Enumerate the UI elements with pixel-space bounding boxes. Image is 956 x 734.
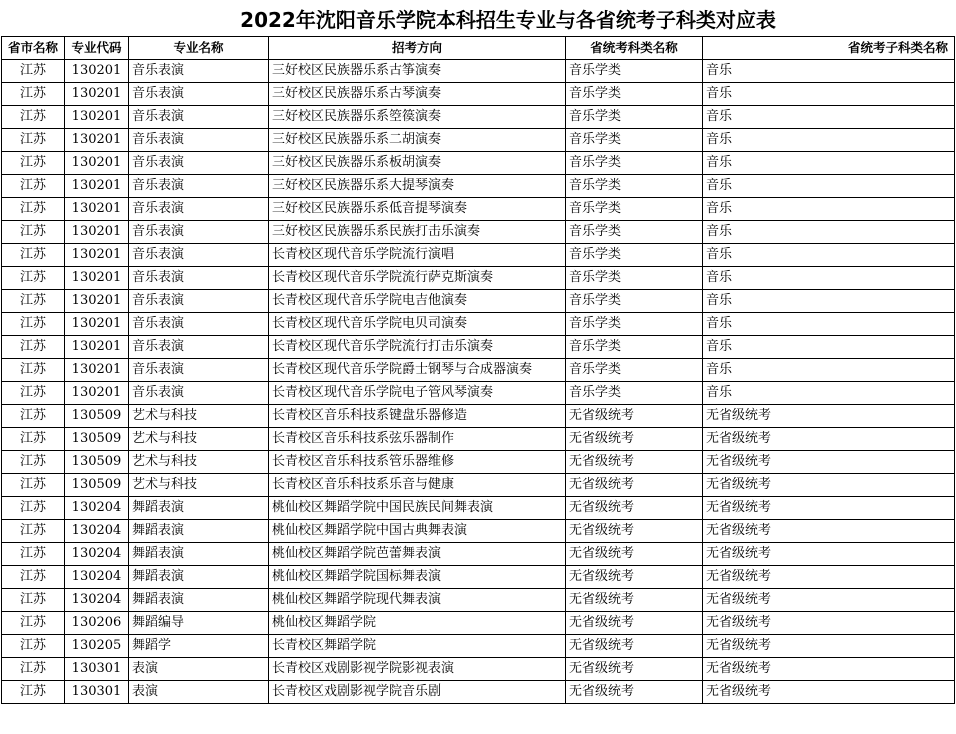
direction-cell: 长青校区现代音乐学院爵士钢琴与合成器演奏 bbox=[269, 359, 566, 382]
table-row bbox=[2, 497, 955, 520]
exam-category-cell: 无省级统考 bbox=[566, 566, 703, 589]
major-code-cell: 130205 bbox=[65, 635, 129, 658]
column-header-exam-category: 省统考科类名称 bbox=[566, 37, 703, 60]
major-code-cell: 130204 bbox=[65, 497, 129, 520]
major-code-cell: 130206 bbox=[65, 612, 129, 635]
direction-cell: 桃仙校区舞蹈学院中国古典舞表演 bbox=[269, 520, 566, 543]
major-name-cell: 音乐表演 bbox=[129, 129, 269, 152]
province-cell: 江苏 bbox=[2, 313, 65, 336]
exam-subcategory-cell: 无省级统考 bbox=[703, 681, 955, 704]
major-code-cell: 130509 bbox=[65, 451, 129, 474]
direction-cell: 长青校区音乐科技系乐音与健康 bbox=[269, 474, 566, 497]
major-code-cell: 130201 bbox=[65, 175, 129, 198]
province-cell: 江苏 bbox=[2, 635, 65, 658]
exam-category-cell: 无省级统考 bbox=[566, 428, 703, 451]
exam-category-cell: 音乐学类 bbox=[566, 129, 703, 152]
major-code-cell: 130204 bbox=[65, 589, 129, 612]
exam-subcategory-cell: 音乐 bbox=[703, 152, 955, 175]
table-row bbox=[2, 244, 955, 267]
province-cell: 江苏 bbox=[2, 382, 65, 405]
major-code-cell: 130201 bbox=[65, 359, 129, 382]
province-cell: 江苏 bbox=[2, 244, 65, 267]
exam-subcategory-cell: 无省级统考 bbox=[703, 635, 955, 658]
major-code-cell: 130201 bbox=[65, 336, 129, 359]
province-cell: 江苏 bbox=[2, 451, 65, 474]
major-name-cell: 音乐表演 bbox=[129, 244, 269, 267]
exam-category-cell: 音乐学类 bbox=[566, 336, 703, 359]
table-row bbox=[2, 405, 955, 428]
province-cell: 江苏 bbox=[2, 474, 65, 497]
direction-cell: 长青校区戏剧影视学院影视表演 bbox=[269, 658, 566, 681]
major-name-cell: 艺术与科技 bbox=[129, 451, 269, 474]
province-cell: 江苏 bbox=[2, 336, 65, 359]
exam-category-cell: 无省级统考 bbox=[566, 589, 703, 612]
direction-cell: 桃仙校区舞蹈学院现代舞表演 bbox=[269, 589, 566, 612]
direction-cell: 三好校区民族器乐系二胡演奏 bbox=[269, 129, 566, 152]
column-header-major-name: 专业名称 bbox=[129, 37, 269, 60]
table-row bbox=[2, 152, 955, 175]
exam-subcategory-cell: 音乐 bbox=[703, 175, 955, 198]
direction-cell: 三好校区民族器乐系低音提琴演奏 bbox=[269, 198, 566, 221]
exam-subcategory-cell: 无省级统考 bbox=[703, 566, 955, 589]
table-row bbox=[2, 129, 955, 152]
province-cell: 江苏 bbox=[2, 60, 65, 83]
exam-category-cell: 无省级统考 bbox=[566, 451, 703, 474]
exam-subcategory-cell: 无省级统考 bbox=[703, 497, 955, 520]
major-name-cell: 舞蹈表演 bbox=[129, 497, 269, 520]
table-row bbox=[2, 543, 955, 566]
table-row bbox=[2, 175, 955, 198]
exam-subcategory-cell: 无省级统考 bbox=[703, 474, 955, 497]
province-cell: 江苏 bbox=[2, 221, 65, 244]
direction-cell: 三好校区民族器乐系民族打击乐演奏 bbox=[269, 221, 566, 244]
direction-cell: 长青校区现代音乐学院电吉他演奏 bbox=[269, 290, 566, 313]
major-code-cell: 130509 bbox=[65, 474, 129, 497]
table-row bbox=[2, 428, 955, 451]
major-name-cell: 表演 bbox=[129, 681, 269, 704]
direction-cell: 三好校区民族器乐系板胡演奏 bbox=[269, 152, 566, 175]
exam-category-cell: 无省级统考 bbox=[566, 635, 703, 658]
major-name-cell: 音乐表演 bbox=[129, 221, 269, 244]
major-code-cell: 130201 bbox=[65, 60, 129, 83]
table-row bbox=[2, 382, 955, 405]
direction-cell: 长青校区戏剧影视学院音乐剧 bbox=[269, 681, 566, 704]
major-code-cell: 130201 bbox=[65, 290, 129, 313]
major-name-cell: 舞蹈编导 bbox=[129, 612, 269, 635]
province-cell: 江苏 bbox=[2, 129, 65, 152]
major-name-cell: 音乐表演 bbox=[129, 382, 269, 405]
direction-cell: 长青校区音乐科技系管乐器维修 bbox=[269, 451, 566, 474]
exam-category-cell: 无省级统考 bbox=[566, 612, 703, 635]
column-header-province: 省市名称 bbox=[2, 37, 65, 60]
exam-subcategory-cell: 无省级统考 bbox=[703, 612, 955, 635]
table-row bbox=[2, 520, 955, 543]
table-row bbox=[2, 451, 955, 474]
exam-subcategory-cell: 音乐 bbox=[703, 106, 955, 129]
table-row bbox=[2, 106, 955, 129]
province-cell: 江苏 bbox=[2, 405, 65, 428]
province-cell: 江苏 bbox=[2, 198, 65, 221]
table-row bbox=[2, 681, 955, 704]
major-name-cell: 艺术与科技 bbox=[129, 428, 269, 451]
exam-category-cell: 音乐学类 bbox=[566, 198, 703, 221]
major-name-cell: 舞蹈表演 bbox=[129, 543, 269, 566]
table-row bbox=[2, 612, 955, 635]
column-header-direction: 招考方向 bbox=[269, 37, 566, 60]
direction-cell: 长青校区现代音乐学院流行演唱 bbox=[269, 244, 566, 267]
major-name-cell: 舞蹈表演 bbox=[129, 589, 269, 612]
table-row bbox=[2, 658, 955, 681]
exam-category-cell: 无省级统考 bbox=[566, 474, 703, 497]
exam-subcategory-cell: 音乐 bbox=[703, 198, 955, 221]
exam-category-cell: 音乐学类 bbox=[566, 221, 703, 244]
province-cell: 江苏 bbox=[2, 290, 65, 313]
major-name-cell: 舞蹈表演 bbox=[129, 566, 269, 589]
direction-cell: 桃仙校区舞蹈学院 bbox=[269, 612, 566, 635]
major-code-cell: 130301 bbox=[65, 681, 129, 704]
direction-cell: 三好校区民族器乐系古筝演奏 bbox=[269, 60, 566, 83]
direction-cell: 长青校区现代音乐学院电子管风琴演奏 bbox=[269, 382, 566, 405]
exam-subcategory-cell: 音乐 bbox=[703, 60, 955, 83]
province-cell: 江苏 bbox=[2, 497, 65, 520]
major-code-cell: 130201 bbox=[65, 106, 129, 129]
table-row bbox=[2, 635, 955, 658]
major-name-cell: 音乐表演 bbox=[129, 290, 269, 313]
exam-subcategory-cell: 音乐 bbox=[703, 129, 955, 152]
direction-cell: 长青校区现代音乐学院电贝司演奏 bbox=[269, 313, 566, 336]
province-cell: 江苏 bbox=[2, 359, 65, 382]
table-title: 2022年沈阳音乐学院本科招生专业与各省统考子科类对应表 bbox=[240, 8, 776, 32]
direction-cell: 三好校区民族器乐系大提琴演奏 bbox=[269, 175, 566, 198]
province-cell: 江苏 bbox=[2, 83, 65, 106]
direction-cell: 桃仙校区舞蹈学院国标舞表演 bbox=[269, 566, 566, 589]
table-row bbox=[2, 83, 955, 106]
table-row bbox=[2, 290, 955, 313]
direction-cell: 桃仙校区舞蹈学院中国民族民间舞表演 bbox=[269, 497, 566, 520]
table-row bbox=[2, 566, 955, 589]
exam-subcategory-cell: 无省级统考 bbox=[703, 543, 955, 566]
major-name-cell: 音乐表演 bbox=[129, 267, 269, 290]
table-row bbox=[2, 60, 955, 83]
direction-cell: 长青校区音乐科技系键盘乐器修造 bbox=[269, 405, 566, 428]
exam-category-cell: 音乐学类 bbox=[566, 83, 703, 106]
major-name-cell: 音乐表演 bbox=[129, 152, 269, 175]
major-name-cell: 舞蹈学 bbox=[129, 635, 269, 658]
province-cell: 江苏 bbox=[2, 267, 65, 290]
direction-cell: 长青校区现代音乐学院流行打击乐演奏 bbox=[269, 336, 566, 359]
province-cell: 江苏 bbox=[2, 152, 65, 175]
major-name-cell: 音乐表演 bbox=[129, 198, 269, 221]
exam-category-cell: 无省级统考 bbox=[566, 681, 703, 704]
exam-category-cell: 音乐学类 bbox=[566, 290, 703, 313]
exam-subcategory-cell: 音乐 bbox=[703, 244, 955, 267]
exam-subcategory-cell: 无省级统考 bbox=[703, 589, 955, 612]
major-code-cell: 130301 bbox=[65, 658, 129, 681]
table-row bbox=[2, 589, 955, 612]
major-code-cell: 130204 bbox=[65, 543, 129, 566]
province-cell: 江苏 bbox=[2, 589, 65, 612]
exam-subcategory-cell: 音乐 bbox=[703, 336, 955, 359]
major-name-cell: 音乐表演 bbox=[129, 106, 269, 129]
exam-category-cell: 无省级统考 bbox=[566, 520, 703, 543]
exam-subcategory-cell: 无省级统考 bbox=[703, 520, 955, 543]
exam-subcategory-cell: 无省级统考 bbox=[703, 428, 955, 451]
direction-cell: 桃仙校区舞蹈学院芭蕾舞表演 bbox=[269, 543, 566, 566]
exam-category-cell: 无省级统考 bbox=[566, 658, 703, 681]
table-row bbox=[2, 198, 955, 221]
direction-cell: 三好校区民族器乐系箜篌演奏 bbox=[269, 106, 566, 129]
table-row bbox=[2, 474, 955, 497]
province-cell: 江苏 bbox=[2, 543, 65, 566]
major-code-cell: 130201 bbox=[65, 221, 129, 244]
exam-subcategory-cell: 音乐 bbox=[703, 382, 955, 405]
province-cell: 江苏 bbox=[2, 566, 65, 589]
exam-subcategory-cell: 音乐 bbox=[703, 313, 955, 336]
exam-subcategory-cell: 无省级统考 bbox=[703, 451, 955, 474]
column-header-major-code: 专业代码 bbox=[65, 37, 129, 60]
major-code-cell: 130204 bbox=[65, 566, 129, 589]
major-name-cell: 音乐表演 bbox=[129, 175, 269, 198]
major-name-cell: 艺术与科技 bbox=[129, 405, 269, 428]
direction-cell: 三好校区民族器乐系古琴演奏 bbox=[269, 83, 566, 106]
province-cell: 江苏 bbox=[2, 658, 65, 681]
major-name-cell: 音乐表演 bbox=[129, 60, 269, 83]
major-code-cell: 130201 bbox=[65, 244, 129, 267]
province-cell: 江苏 bbox=[2, 520, 65, 543]
major-code-cell: 130201 bbox=[65, 129, 129, 152]
direction-cell: 长青校区舞蹈学院 bbox=[269, 635, 566, 658]
major-name-cell: 音乐表演 bbox=[129, 313, 269, 336]
enrollment-table bbox=[1, 36, 955, 704]
table-row bbox=[2, 336, 955, 359]
major-name-cell: 音乐表演 bbox=[129, 83, 269, 106]
exam-subcategory-cell: 无省级统考 bbox=[703, 405, 955, 428]
exam-category-cell: 音乐学类 bbox=[566, 359, 703, 382]
exam-category-cell: 无省级统考 bbox=[566, 405, 703, 428]
province-cell: 江苏 bbox=[2, 681, 65, 704]
province-cell: 江苏 bbox=[2, 106, 65, 129]
exam-subcategory-cell: 音乐 bbox=[703, 267, 955, 290]
exam-category-cell: 音乐学类 bbox=[566, 267, 703, 290]
major-code-cell: 130509 bbox=[65, 405, 129, 428]
exam-category-cell: 音乐学类 bbox=[566, 175, 703, 198]
table-row bbox=[2, 267, 955, 290]
province-cell: 江苏 bbox=[2, 612, 65, 635]
exam-category-cell: 音乐学类 bbox=[566, 152, 703, 175]
major-name-cell: 音乐表演 bbox=[129, 336, 269, 359]
exam-category-cell: 无省级统考 bbox=[566, 497, 703, 520]
exam-category-cell: 无省级统考 bbox=[566, 543, 703, 566]
major-code-cell: 130201 bbox=[65, 83, 129, 106]
major-name-cell: 舞蹈表演 bbox=[129, 520, 269, 543]
exam-category-cell: 音乐学类 bbox=[566, 382, 703, 405]
exam-subcategory-cell: 音乐 bbox=[703, 290, 955, 313]
header-row bbox=[2, 37, 955, 60]
major-code-cell: 130201 bbox=[65, 198, 129, 221]
exam-category-cell: 音乐学类 bbox=[566, 106, 703, 129]
exam-category-cell: 音乐学类 bbox=[566, 313, 703, 336]
exam-category-cell: 音乐学类 bbox=[566, 60, 703, 83]
exam-category-cell: 音乐学类 bbox=[566, 244, 703, 267]
province-cell: 江苏 bbox=[2, 175, 65, 198]
major-code-cell: 130201 bbox=[65, 267, 129, 290]
table-row bbox=[2, 221, 955, 244]
major-code-cell: 130509 bbox=[65, 428, 129, 451]
exam-subcategory-cell: 音乐 bbox=[703, 83, 955, 106]
table-row bbox=[2, 359, 955, 382]
major-code-cell: 130201 bbox=[65, 313, 129, 336]
major-code-cell: 130201 bbox=[65, 152, 129, 175]
table-row bbox=[2, 313, 955, 336]
direction-cell: 长青校区音乐科技系弦乐器制作 bbox=[269, 428, 566, 451]
major-name-cell: 音乐表演 bbox=[129, 359, 269, 382]
exam-subcategory-cell: 音乐 bbox=[703, 359, 955, 382]
exam-subcategory-cell: 音乐 bbox=[703, 221, 955, 244]
exam-subcategory-cell: 无省级统考 bbox=[703, 658, 955, 681]
table-body bbox=[2, 60, 955, 704]
major-code-cell: 130201 bbox=[65, 382, 129, 405]
direction-cell: 长青校区现代音乐学院流行萨克斯演奏 bbox=[269, 267, 566, 290]
major-name-cell: 表演 bbox=[129, 658, 269, 681]
column-header-exam-subcategory: 省统考子科类名称 bbox=[703, 37, 955, 60]
major-code-cell: 130204 bbox=[65, 520, 129, 543]
province-cell: 江苏 bbox=[2, 428, 65, 451]
major-name-cell: 艺术与科技 bbox=[129, 474, 269, 497]
